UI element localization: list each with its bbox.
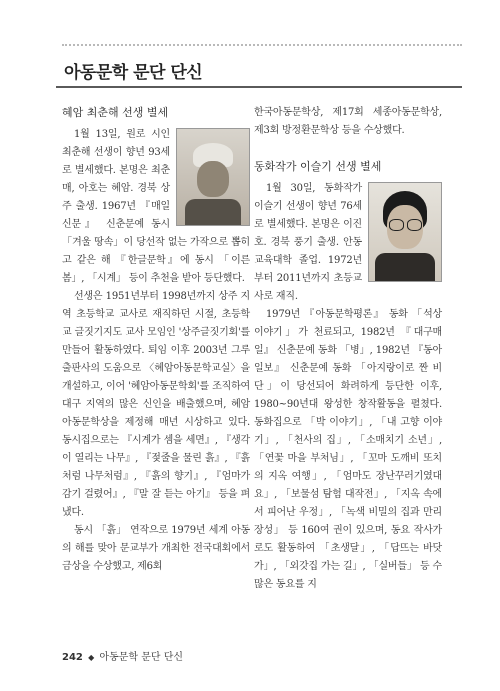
right-column xyxy=(254,104,442,594)
jacket-shape xyxy=(375,253,435,282)
page-title: 아동문학 문단 단신 xyxy=(64,63,203,83)
portrait-photo-1 xyxy=(176,128,250,226)
shirt-shape xyxy=(185,199,241,226)
title-underline xyxy=(56,86,462,88)
paragraph: 선생은 1951년부터 1998년까지 상주 지역 초등학교 교사로 재직하던 시절, 초등학교 글짓기지도 교사 모임인 '상주글짓기회'를 만들어 활동하였다. 퇴임 이후 2003년 그루출판사의 도움으로 〈혜암아동문학교실〉을 개설하고, 이어 '혜암아동문학회'를 조직하여 대구 지역의 많은 신인을 배출했으며, 혜암아동문학상을 제정해 매년 시상하고 있다. 동시집으로는 『시계가 셈을 세면』, 『생각이 열리는 나무』, 『젖줄을 물린 흙』, 『흙처럼 나무처럼』, 『흙의 향기』, 『엄마가 감기 걸렸어』, 『말 잘 듣는 아기』 등을 펴냈다. xyxy=(62,291,250,518)
left-column xyxy=(62,104,250,576)
obituary-heading-1: 혜암 최춘해 선생 별세 xyxy=(62,106,169,119)
obituary-body-2 xyxy=(254,180,442,594)
paragraph: 동시 「흙」 연작으로 1979년 세계 아동의 해를 맞아 문교부가 개최한 전국대회에서 금상을 수상했고, 제6회 xyxy=(62,525,250,572)
top-dotted-rule xyxy=(62,44,462,46)
running-title: 아동문학 문단 단신 xyxy=(99,652,184,663)
glasses-right xyxy=(407,219,422,231)
continued-text xyxy=(254,104,442,140)
obituary-body-1 xyxy=(62,126,250,576)
diamond-icon: ◆ xyxy=(88,653,95,662)
paragraph: 1979년 『아동문학평론』 동화 「석상 이야기」가 천료되고, 1982년 『대구매일』 신춘문예 동화 「병」, 1982년 『동아일보』 신춘문예 동화 「아지랑이로 짠 비단」이 당선되어 화려하게 등단한 이후, 1980~90년대 왕성한 창작활동을 펼쳤다. 동화집으로 「박 이야기」, 「내 고향 이야기」, 「천사의 집」, 「소매치기 소년」, 「연꽃 마을 부처님」, 「꼬마 도깨비 또치의 지옥 여행」, 「엄마도 장난꾸러기였대요」, 「보물섬 탐험 대작전」, 「지옥 속에서 피어난 우정」, 「녹색 비밀의 집과 만리장성」 등 160여 권이 있으며, 동요 작사가로도 활동하여 「초생달」, 「답뜨는 바닷가」, 「외갓집 가는 길」, 「실버들」 등 수많은 동요를 지 xyxy=(254,309,442,590)
glasses-left xyxy=(389,219,404,231)
page-number: 242 xyxy=(62,652,83,663)
obituary-heading-2: 동화작가 이슬기 선생 별세 xyxy=(254,160,382,173)
portrait-photo-2 xyxy=(368,182,442,282)
face-shape xyxy=(197,161,229,197)
paragraph: 1월 13일, 원로 시인 최춘해 선생이 향년 93세로 별세했다. 본명은 최춘매, 아호는 혜암. 경북 상주 출생. 1967년 『매일신문』 신춘문예 동시 「겨울 땅속」이 당선작 없는 가작으로 뽑히고 같은 해 『한글문학』에 동시 「이른 봄」, 「시계」 등이 추천을 받아 등단했다. xyxy=(62,129,250,284)
paragraph: 1월 30일, 동화작가 이슬기 선생이 향년 76세로 별세했다. 본명은 이진호. 경북 풍기 출생. 안동교육대학 졸업. 1972년부터 2011년까지 초등교사로 재직. xyxy=(254,183,362,302)
paragraph: 한국아동문학상, 제17회 세종아동문학상, 제3회 방정환문학상 등을 수상했다. xyxy=(254,107,442,136)
page-footer xyxy=(62,648,183,663)
